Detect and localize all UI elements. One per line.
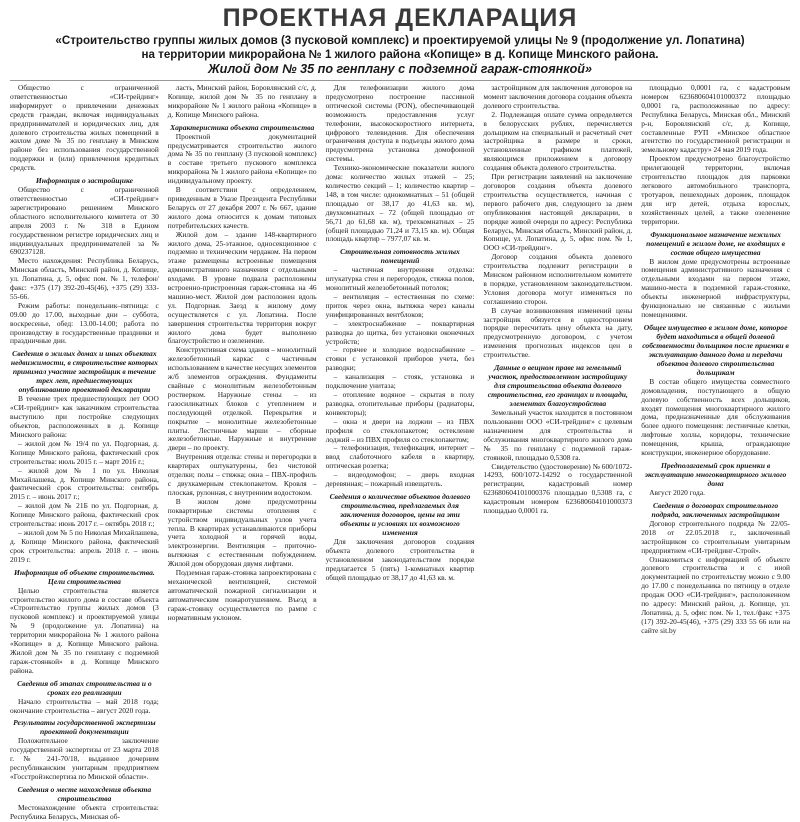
paragraph: Жилой дом – здание 148-квартирного жилого дома, 25-этажное, односекционное с подземно и техническим чердаком. На первом этаже размещены встроенные помещения административного назначения с отдельными входами. В уровне подвала расположены встроенно-пристроенная гараж-стоянка на 46 машино-мест. Жилой дом расположен вдоль ул. Подгорная. Заезд к жилому дому осуществляется с ул. Лопатина. После завершения строительства территория вокруг жилого дома будет выполнено благоустройство и озеленение. <box>167 229 317 346</box>
paragraph: Для заключения договоров создания объекта долевого строительства в установленном законодательством порядке предлагается 5 (пять) 1-комнатных квартир общей площадью от 38,17 до 41,63 кв. м. <box>325 536 475 582</box>
paragraph: ласть, Минский район, Боровлянский с/с, д. Копище, жилой дом № 35 по генплану в микрорайоне № 1 жилого района «Копище» в д. Копище Минского района. <box>167 83 317 119</box>
paragraph: В течение трех предшествующих лет ООО «СИ-трейдинг» как заказчиком строительства выступило при постройке следующих объектов, расположенных в д. Копище Минского района: <box>10 394 159 439</box>
paragraph: площадью 0,0001 га, с кадастровым номером 623680604101000372 площадью 0,0001 га, расположенные по адресу: Республика Беларусь, Минская обл., Минский р-н, Боровлянский с/с, д. Копище, составленные РУП «Минское областное агентство по государственной регистрации и земельному кадастру» 24 мая 2019 года. <box>641 83 790 155</box>
paragraph: Для телефонизации жилого дома предусмотрено построение пассивной оптической системы (PON), обеспечивающей возможность предоставления услуг телефонии, высокоскоростного интернета, цифрового телевидения. Для обеспечения ограничения доступа в подъезды жилого дома предусмотрена установка домофонной системы. <box>325 83 475 164</box>
section-heading: Сведения о договорах строительного подряда, заключенных застройщиком <box>651 500 780 519</box>
paragraph: Земельный участок находится в постоянном пользовании ООО «СИ-трейдинг» с целевым назначением для строительства и обслуживания многоквартирного жилого дома № 35 по генплану с подземной гараж-стоянкой, площадью 0,5308 га. <box>483 408 633 462</box>
page-title: ПРОЕКТНАЯ ДЕКЛАРАЦИЯ <box>222 4 578 32</box>
section-heading: Результаты государственной экспертизы проектной документации <box>13 718 156 737</box>
paragraph: – окна и двери на лоджии – из ПВХ профиля со стеклопакетом; остекление лоджий – из ПВХ профиля со стеклопакетом; <box>325 416 475 444</box>
paragraph: Договор строительного подряда № 22/05-2018 от 22.05.2018 г., заключенный застройщиком со строительным унитарным предприятием «СИ-трейдинг-Строй». <box>641 518 790 555</box>
section-heading: Сведения о месте нахождения объекта строительства <box>17 785 152 803</box>
paragraph: – частичная внутренняя отделка: штукатурка стен и перегородок, стяжка полов, монолитный железобетонный потолок; <box>325 265 475 293</box>
paragraph: Общество с ограниченной ответственностью «СИ-трейдинг» зарегистрировано решением Минского областного исполнительного комитета от 30 апреля 2003 г. № 318 в Едином государственном регистре юридических лиц и индивидуальных предпринимателей за № 690237128. <box>10 185 159 257</box>
section-heading: Функциональное назначение нежилых помещений в жилом доме, не входящих в состав общего имущества <box>646 229 786 257</box>
text-columns <box>10 80 790 821</box>
paragraph: Проектной документацией предусматривается строительство жилого дома № 35 по генплану (3 пусковой комплекс) в составе третьего пускового комплекса микрорайона № 1 жилого района «Копище» по индивидуальному проекту. <box>167 131 317 186</box>
paragraph: В жилом доме предусмотрены поквартирные системы отопления с устройством индивидуальных узлов учета тепла. В квартирах устанавливаются приборы учета холодной и горячей воды, электроэнергии. Вентиляция – приточно-вытяжная с естественным побуждением. Жилой дом оборудован двумя лифтами. <box>167 496 317 569</box>
subtitle-line-1: «Строительство группы жилых домов (3 пусковой комплекс) и проектируемой улицы № 9 (продолжение ул. Лопатина) <box>55 34 745 47</box>
paragraph: При регистрации заявлений на заключение договоров создания объекта долевого строительства осуществляется, начиная с первого рабочего дня, следующего за днем опубликования настоящей декларации, в порядке живой очереди по адресу: Республика Беларусь, Минская область, Минский район, д. Копище, ул. Лопатина, д. 5, офис пом. № 1, ООО «СИ-трейдинг». <box>483 172 633 253</box>
section-heading: Предполагаемый срок приемки в эксплуатацию многоквартирного жилого дома <box>644 461 787 488</box>
section-heading: Информация об объекте строительства. Цели строительства <box>13 567 155 586</box>
text-column-1 <box>10 84 159 822</box>
paragraph: застройщиком для заключения договоров на момент заключения договора создания объекта долевого строительства. <box>483 83 633 110</box>
project-subtitle <box>10 34 790 76</box>
section-heading: Сведения о количестве объектов долевого строительства, предлагаемых для заключения договоров, цены на эти объекты и условиях их возможного изменения <box>329 491 471 537</box>
paragraph: Проектом предусмотрено благоустройство прилегающей территории, включая строительство площадок для парковки легкового автомобильного транспорта, тротуаров, пешеходных дорожек, площадок для игр детей, отдыха взрослых, хозяйственных целей, а также озеленение территории. <box>641 154 790 226</box>
paragraph: Август 2020 года. <box>649 488 705 497</box>
paragraph: 2. Подлежащая оплате сумма определяется в белорусских рублях, перечисляется дольщиком на специальный и расчетный счет застройщика в размере и сроки, установленные графиком платежей, являющимся приложением к договору создания объекта долевого строительства. <box>483 109 633 173</box>
paragraph: Свидетельство (удостоверение) № 600/1072-14293, 600/1072-14292 о государственной регистрации, кадастровый номер 623680604101000376 площадью 0,5308 га, с кадастровым номером 623680604101000373 площадью 0,0001 га. <box>483 461 633 516</box>
paragraph: – телефонизация, телефикация, интернет – ввод слаботочного кабеля в квартиру, оптическая розетка; <box>325 443 475 471</box>
paragraph: Договор создания объекта долевого строительства подлежит регистрации в Минском районном исполнительном комитете в порядке, установленном законодательством. Условия договора могут изменяться по соглашению сторон. <box>483 252 633 306</box>
section-heading: Данные о вещном праве на земельный участок, предоставленном застройщику для строительства объекта долевого строительства, его границах и площади, элементах благоустройства <box>487 363 628 409</box>
paragraph: – канализация – стояк, установка и подключение унитаза; <box>325 372 475 391</box>
paragraph: – видеодомофон; – дверь входная деревянная; – пожарный извещатель. <box>325 470 475 489</box>
paragraph: Режим работы: понедельник–пятница: с 09.00 до 17.00, выходные дни – суббота, воскресенье, обед: 13.00-14.00; работа по производству в государственные праздники и праздничные дни. <box>10 300 159 346</box>
paragraph: – электроснабжение – поквартирная разводка до щитка, без установки оконечных устройств; <box>325 318 475 346</box>
paragraph: Целью строительства является строительство жилого дома в составе объекта «Строительство группы жилых домов (3 пусковой комплекс) и проектируемой улицы № 9 (продолжение ул. Лопатина) на территории микрорайона № 1 жилого района «Копище» в д. Копище Минского района. Жилой дом № 35 по генплану с подземной гараж-стоянкой» в д. Копище Минского района. <box>10 585 159 675</box>
paragraph: – жилой дом № 5 по Николая Михайлашева, д. Копище Минского района, фактический срок строительства: апрель 2018 г. – июнь 2019 г. <box>10 527 159 564</box>
paragraph: В жилом доме предусмотрены встроенные помещения административного назначения с отдельными входами на первом этаже, машино-места в подземной гараж-стоянке, объекты инженерной инфраструктуры, функционально не связанные с жилыми помещениями. <box>641 256 790 319</box>
paragraph: – жилой дом № 21Б по ул. Подгорная, д. Копище Минского района, фактический срок строительства: июнь 2017 г. – октябрь 2018 г.; <box>10 501 159 529</box>
paragraph: Технико-экономические показатели жилого дома: количество жилых этажей – 25; количество секций – 1; количество квартир – 148, в том числе: однокомнатных – 51 (общей площадью от 38,17 до 41,63 кв. м), двухкомнатных – 72 (общей площадью от 56,71 до 61,68 кв. м), трехкомнатных – 25 (общей площадью 71,24 и 73,15 кв. м). Общая площадь квартир – 7977,07 кв. м. <box>325 163 475 244</box>
paragraph: Подземная гараж-стоянка запроектирована с механической вентиляцией, системой автоматической пожарной сигнализации и автоматическим пожаротушением. Въезд в гараж-стоянку осуществляется по рампе с нормативным уклоном. <box>167 568 317 622</box>
section-heading: Строительная готовность жилых помещений <box>340 247 460 266</box>
paragraph: Положительное заключение государственной экспертизы от 23 марта 2018 г. № 241-70/18, выданное дочерним республиканским унитарным предприятием «Госстройэкспертиза по Минской области». <box>10 736 159 782</box>
section-heading: Характеристика объекта строительства <box>170 122 315 132</box>
paragraph: Конструктивная схема здания – монолитный железобетонный каркас с частичным использованием в качестве несущих элементов ж/б элементов ограждения. Фундаменты свайные с монолитным железобетонным ростверком. Наружные стены – из газосиликатных блоков с утеплением и последующей отделкой. Перекрытия и покрытие – монолитные железобетонные плиты. Лестничные марши – сборные железобетонные. Наружные и внутренние двери – по проекту. <box>167 345 317 453</box>
paragraph: В состав общего имущества совместного домовладения, поступающего в общую долевую собственность всех дольщиков, входят помещения многоквартирного жилого дома, предназначенные для обслуживания более одного помещения: лестничные клетки, лифтовые холлы, коридоры, технические помещения, крыша, ограждающие конструкции, инженерное оборудование. <box>641 376 790 458</box>
paragraph: Место нахождения: Республика Беларусь, Минская область, Минский район, д. Копище, ул. Лопатина, д. 5, офис пом. № 1, телефон/факс: +375 (17) 392-20-45(46), +375 (29) 333-55-66. <box>10 256 159 301</box>
section-heading: Информация о застройщике <box>35 176 133 186</box>
paragraph: В соответствии с определением, приведенным в Указе Президента Республики Беларусь от 27 декабря 2007 г. № 667, здание жилого дома относится к домам типовых потребительских качеств. <box>167 185 317 230</box>
section-heading: Сведения о жилых домах и иных объектах недвижимости, в строительстве которых принимал участие застройщик в течение трех лет, предшествующих опубликованию проектной декларации <box>10 349 158 395</box>
paragraph: Ознакомиться с информацией об объекте долевого строительства и с иной документацией по строительству можно с 9.00 до 17.00 с понедельника по пятницу в отделе продаж ООО «СИ-трейдинг», расположенном по адресу: Минский район, д. Копище, ул. Лопатина, д. 5, офис пом. № 1, тел./факс +375 (17) 392-20-45(46), +375 (29) 333 55 66 или на сайте sit.by <box>641 554 790 635</box>
paragraph: – жилой дом № 1 по ул. Николая Михайлашева, д. Копище Минского района, фактический срок строительства: сентябрь 2015 г. – июнь 2017 г.; <box>10 465 159 502</box>
section-heading: Общее имущество в жилом доме, которое будет находиться в общей долевой собственности дольщиков после приемки в эксплуатацию данного дома и передачи объектов долевого строительства дольщикам <box>642 322 789 377</box>
paragraph: Общество с ограниченной ответственностью «СИ-трейдинг» информирует о привлечении денежных средств граждан, включая индивидуальных предпринимателей и юридических лиц, для долевого строительства жилых помещений в жилом доме № 35 по генплану в Минском районе без использования государственной поддержки и (или) привлечения кредитных средств. <box>10 83 159 173</box>
paragraph: Начало строительства – май 2018 года; окончание строительства – август 2020 года. <box>10 696 159 715</box>
paragraph: Местонахождение объекта строительства: Республика Беларусь, Минская об- <box>10 803 159 821</box>
paragraph: – отопление водяное – скрытая в полу разводка, отопительные приборы (радиаторы, конвекторы); <box>325 390 475 417</box>
subtitle-line-3: Жилой дом № 35 по генплану с подземной гараж-стоянкой» <box>207 62 593 76</box>
paragraph: – жилой дом № 19/4 по ул. Подгорная, д. Копище Минского района, фактический срок строительства: июль 2015 г. – март 2016 г.; <box>10 438 159 466</box>
paragraph: – вентиляция – естественная по схеме: приток через окна, вытяжка через каналы унифицированных вентблоков; <box>325 292 475 319</box>
paragraph: В случае возникновения изменений цены застройщик обязуется в одностороннем порядке пересчитать цену объекта на дату, предусмотренную договором, с учетом изменения прогнозных индексов цен в строительстве. <box>483 305 633 360</box>
text-column-3 <box>326 84 475 822</box>
section-heading: Сведения об этапах строительства и о сроках его реализации <box>17 678 152 697</box>
text-column-4 <box>483 84 632 822</box>
paragraph: Внутренняя отделка: стены и перегородки в квартирах оштукатурены, без чистовой отделки; полы – стяжка; окна – ПВХ-профиль с двухкамерным стеклопакетом. Кровля – плоская, рулонная, с внутренним водостоком. <box>167 452 317 497</box>
text-column-2 <box>168 84 317 822</box>
text-column-5 <box>641 84 790 822</box>
paragraph: – горячее и холодное водоснабжение – стояки с установкой приборов учета, без разводки; <box>325 345 475 373</box>
subtitle-line-2: на территории микрорайона № 1 жилого района «Копище» в д. Копище Минского района. <box>141 48 659 61</box>
